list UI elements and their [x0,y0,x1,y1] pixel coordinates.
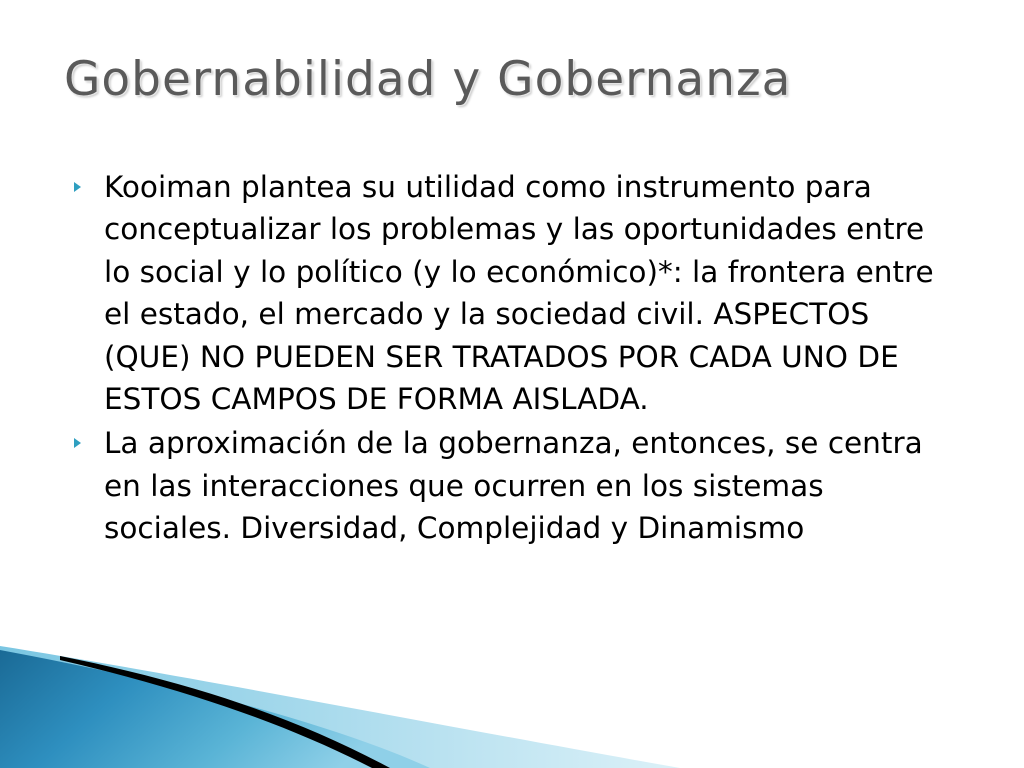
triangle-bullet-icon [74,182,81,192]
bottom-wave-decoration [0,638,1024,768]
slide-body [74,166,954,552]
wave-blue-band [0,650,430,768]
bullet-item [74,422,954,549]
bullet-item [74,166,954,420]
triangle-bullet-icon [74,438,81,448]
slide-title: Gobernabilidad y Gobernanza [64,52,792,107]
bullet-text: La aproximación de la gobernanza, entonces, se centra en las interacciones que ocurren en los sistemas sociales. Diversidad, Complejidad y Dinamismo [104,426,923,546]
bullet-text: Kooiman plantea su utilidad como instrumento para conceptualizar los problemas y las oportunidades entre lo social y lo político (y lo económico)*: la frontera entre el estado, el mercado y la sociedad civil. ASPECTOS (QUE) NO PUEDEN SER TRATADOS POR CADA UNO DE ESTOS CAMPOS DE FORMA AISLADA. [104,170,934,417]
